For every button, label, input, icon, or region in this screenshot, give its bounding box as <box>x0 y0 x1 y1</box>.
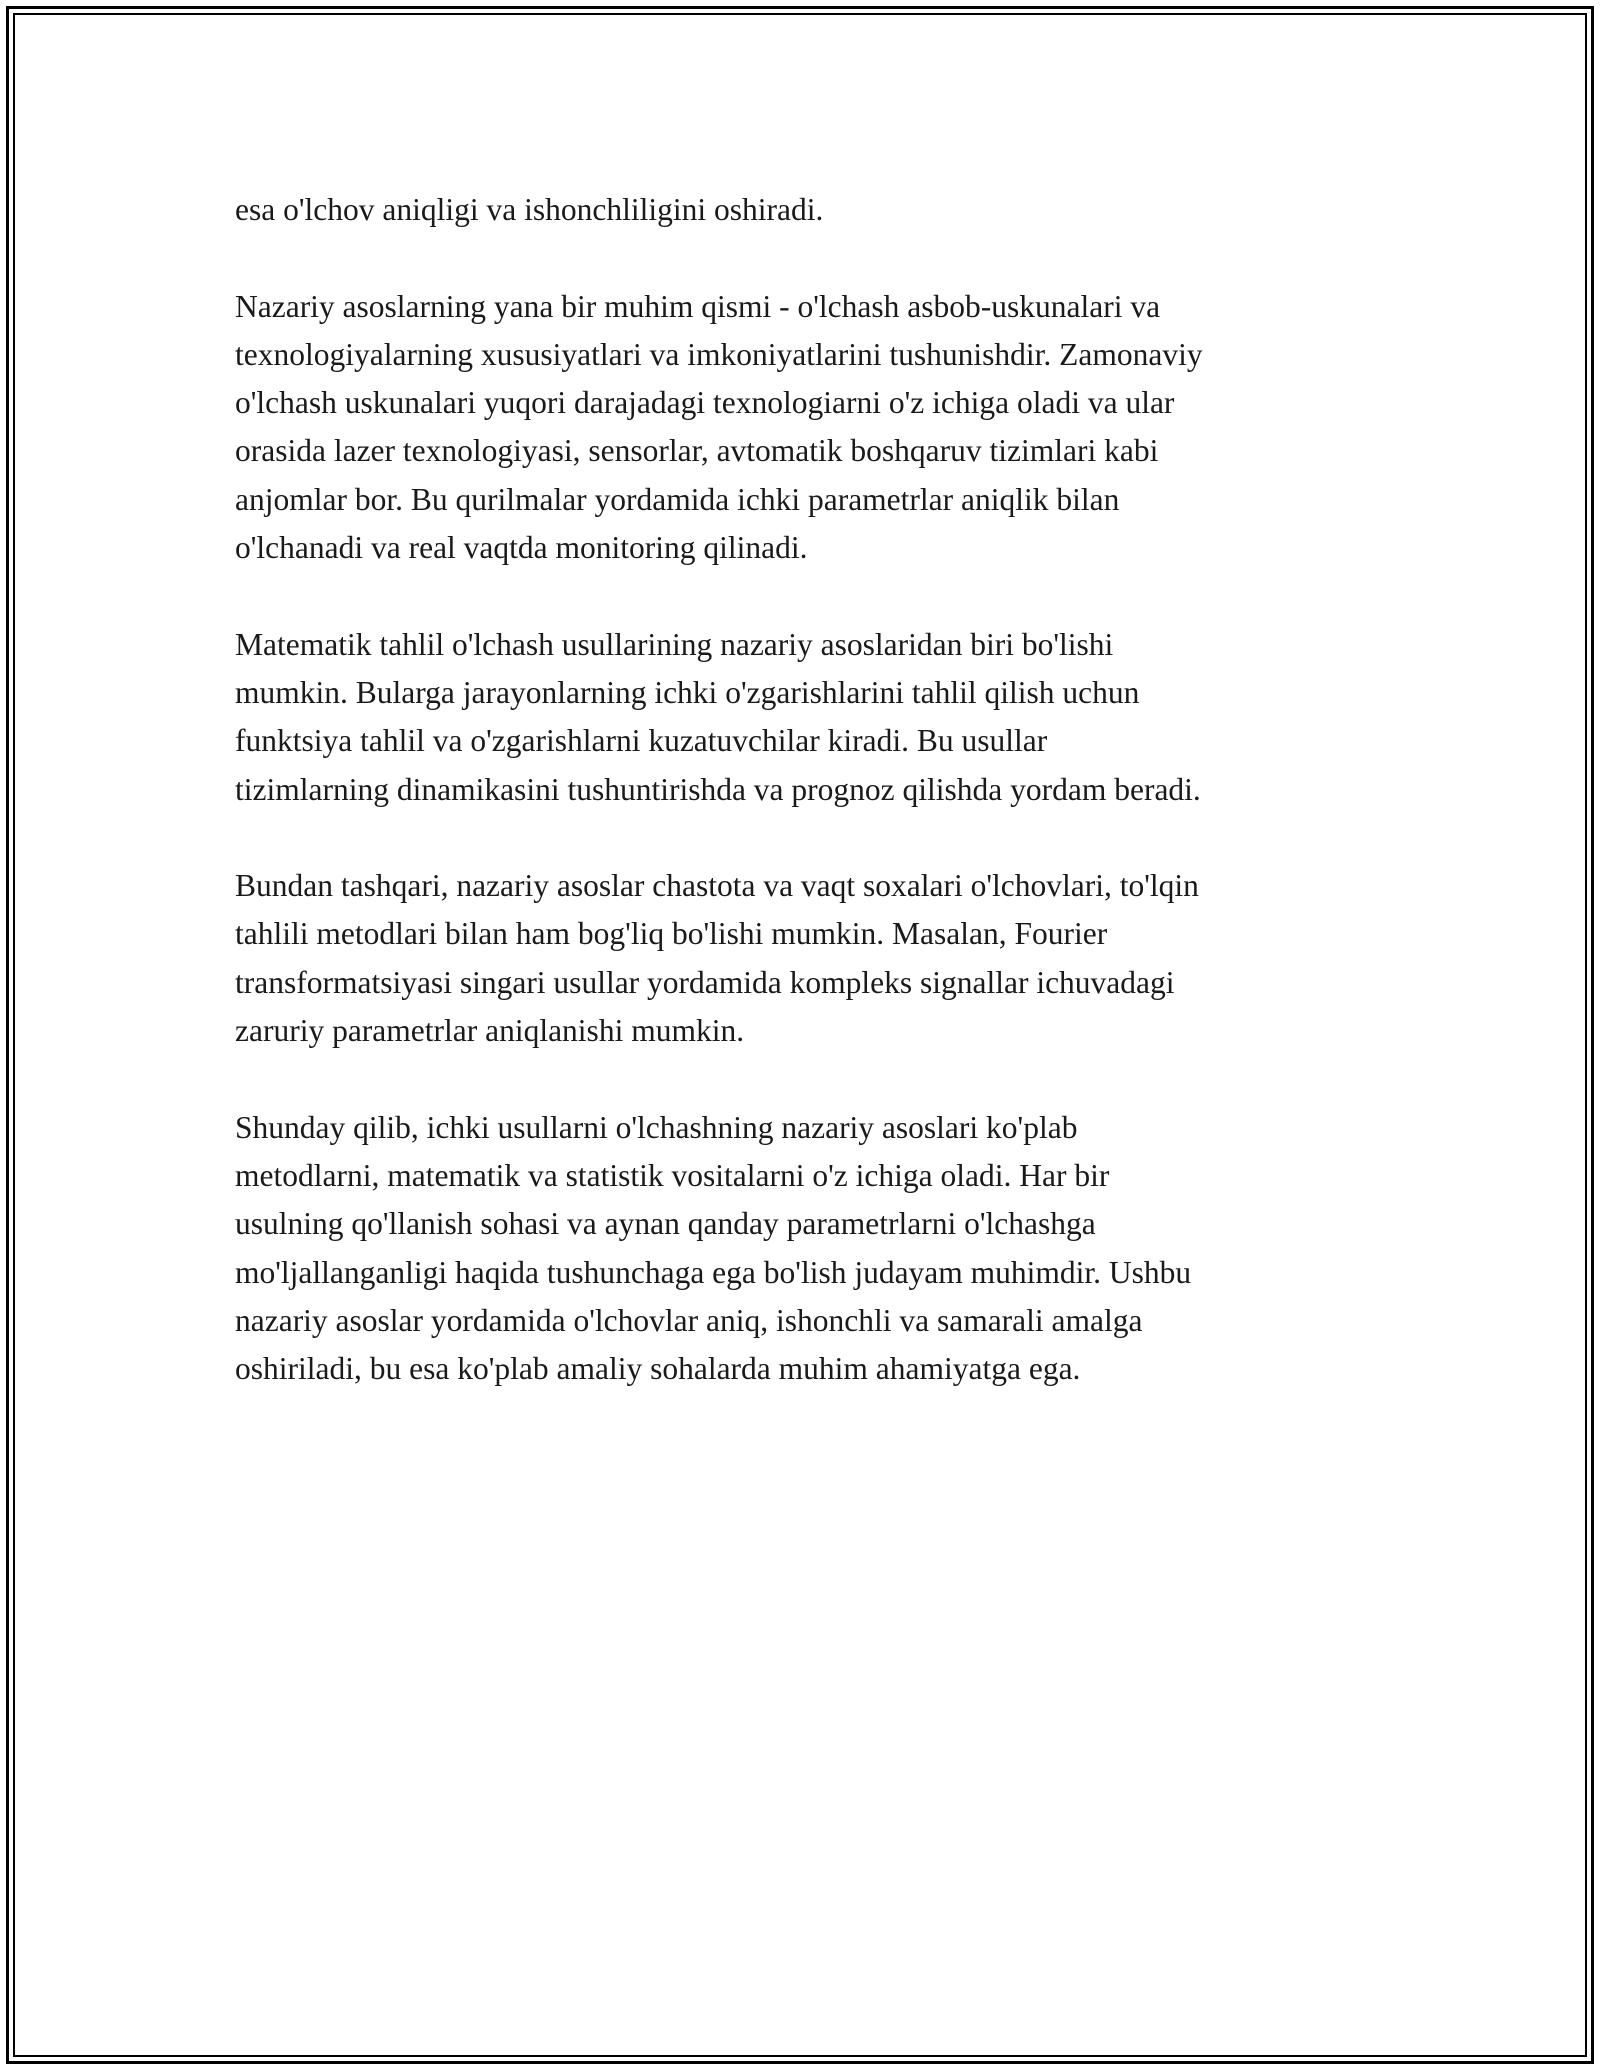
paragraph-4: Bundan tashqari, nazariy asoslar chastota va vaqt soxalari o'lchovlari, to'lqin tahlili metodlari bilan ham bog'liq bo'lishi mumkin. Masalan, Fourier transformatsiyasi singari usullar yordamida kompleks signallar ichuvadagi zaruriy parametrlar aniqlanishi mumkin. <box>235 868 1199 1049</box>
paragraph-3: Matematik tahlil o'lchash usullarining nazariy asoslaridan biri bo'lishi mumkin. Bularga jarayonlarning ichki o'zgarishlarini tahlil qilish uchun funktsiya tahlil va o'zgarishlarni kuzatuvchilar kiradi. Bu usullar tizimlarning dinamikasini tushuntirishda va prognoz qilishda yordam beradi. <box>235 626 1201 807</box>
paragraph-5: Shunday qilib, ichki usullarni o'lchashning nazariy asoslari ko'plab metodlarni, matematik va statistik vositalarni o'z ichiga oladi. Har bir usulning qo'llanish sohasi va aynan qanday parametrlarni o'lchashga mo'ljallanganligi haqida tushunchaga ega bo'lish judayam muhimdir. Ushbu nazariy asoslar yordamida o'lchovlar aniq, ishonchli va samarali amalga oshiriladi, bu esa ko'plab amaliy sohalarda muhim ahamiyatga ega. <box>235 1109 1192 1387</box>
paragraph-2: Nazariy asoslarning yana bir muhim qismi - o'lchash asbob-uskunalari va texnologiyalarning xususiyatlari va imkoniyatlarini tushunishdir. Zamonaviy o'lchash uskunalari yuqori darajadagi texnologiarni o'z ichiga oladi va ular orasida lazer texnologiyasi, sensorlar, avtomatik boshqaruv tizimlari kabi anjomlar bor. Bu qurilmalar yordamida ichki parametrlar aniqlik bilan o'lchanadi va real vaqtda monitoring qilinadi. <box>235 288 1203 566</box>
paragraph-1: esa o'lchov aniqligi va ishonchliligini oshiradi. <box>235 192 824 227</box>
document-body <box>235 186 1385 1442</box>
